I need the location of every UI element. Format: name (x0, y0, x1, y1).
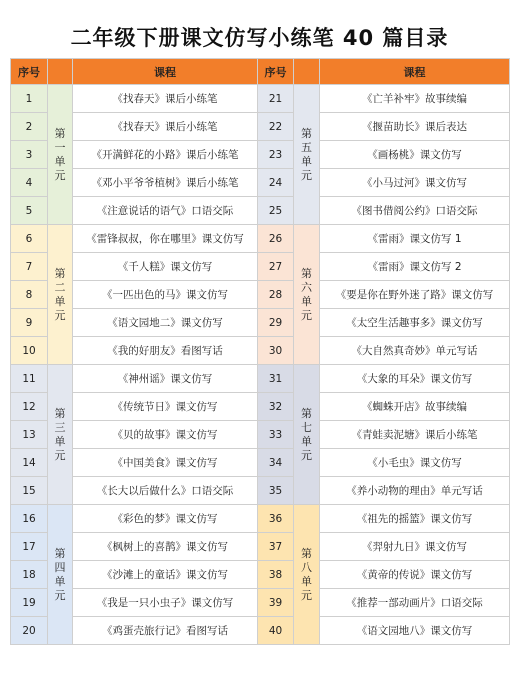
table-row (11, 253, 510, 281)
unit-label: 第 一 单 元 (48, 85, 73, 225)
table-row (11, 393, 510, 421)
seq-number: 23 (258, 141, 294, 169)
seq-number: 30 (258, 337, 294, 365)
course-title: 《揠苗助长》课后表达 (320, 113, 510, 141)
header-row (11, 59, 510, 85)
unit-label: 第 六 单 元 (294, 225, 320, 365)
course-title: 《雷雨》课文仿写 1 (320, 225, 510, 253)
seq-number: 31 (258, 365, 294, 393)
seq-number: 14 (11, 449, 48, 477)
table-row (11, 477, 510, 505)
table-row (11, 505, 510, 533)
seq-number: 22 (258, 113, 294, 141)
table-row (11, 141, 510, 169)
table-row (11, 337, 510, 365)
course-title: 《图书借阅公约》口语交际 (320, 197, 510, 225)
table-body (11, 85, 510, 645)
course-title: 《亡羊补牢》故事续编 (320, 85, 510, 113)
course-title: 《我是一只小虫子》课文仿写 (73, 589, 258, 617)
course-title: 《我的好朋友》看图写话 (73, 337, 258, 365)
course-title: 《贝的故事》课文仿写 (73, 421, 258, 449)
seq-number: 19 (11, 589, 48, 617)
seq-number: 38 (258, 561, 294, 589)
table-row (11, 561, 510, 589)
seq-number: 8 (11, 281, 48, 309)
table-row (11, 449, 510, 477)
course-title: 《太空生活趣事多》课文仿写 (320, 309, 510, 337)
course-title: 《中国美食》课文仿写 (73, 449, 258, 477)
seq-number: 20 (11, 617, 48, 645)
header-course-right: 课程 (320, 59, 510, 85)
table-row (11, 309, 510, 337)
header-course-left: 课程 (73, 59, 258, 85)
table-row (11, 617, 510, 645)
course-title: 《长大以后做什么》口语交际 (73, 477, 258, 505)
table-row (11, 225, 510, 253)
seq-number: 10 (11, 337, 48, 365)
course-title: 《祖先的摇篮》课文仿写 (320, 505, 510, 533)
seq-number: 36 (258, 505, 294, 533)
course-title: 《沙滩上的童话》课文仿写 (73, 561, 258, 589)
seq-number: 4 (11, 169, 48, 197)
header-unit-left (48, 59, 73, 85)
unit-label: 第 五 单 元 (294, 85, 320, 225)
seq-number: 16 (11, 505, 48, 533)
seq-number: 21 (258, 85, 294, 113)
seq-number: 29 (258, 309, 294, 337)
header-seq-left: 序号 (11, 59, 48, 85)
course-title: 《羿射九日》课文仿写 (320, 533, 510, 561)
seq-number: 32 (258, 393, 294, 421)
seq-number: 33 (258, 421, 294, 449)
table-row (11, 197, 510, 225)
seq-number: 5 (11, 197, 48, 225)
seq-number: 28 (258, 281, 294, 309)
table-row (11, 169, 510, 197)
seq-number: 35 (258, 477, 294, 505)
seq-number: 12 (11, 393, 48, 421)
unit-label: 第 二 单 元 (48, 225, 73, 365)
course-title: 《找春天》课后小练笔 (73, 113, 258, 141)
seq-number: 26 (258, 225, 294, 253)
course-title: 《雷锋叔叔，你在哪里》课文仿写 (73, 225, 258, 253)
course-title: 《一匹出色的马》课文仿写 (73, 281, 258, 309)
header-seq-right: 序号 (258, 59, 294, 85)
seq-number: 2 (11, 113, 48, 141)
course-title: 《大象的耳朵》课文仿写 (320, 365, 510, 393)
course-title: 《鸡蛋壳旅行记》看图写话 (73, 617, 258, 645)
seq-number: 18 (11, 561, 48, 589)
seq-number: 24 (258, 169, 294, 197)
course-title: 《找春天》课后小练笔 (73, 85, 258, 113)
seq-number: 34 (258, 449, 294, 477)
course-title: 《枫树上的喜鹊》课文仿写 (73, 533, 258, 561)
table-row (11, 365, 510, 393)
course-title: 《语文园地二》课文仿写 (73, 309, 258, 337)
unit-label: 第 三 单 元 (48, 365, 73, 505)
course-title: 《推荐一部动画片》口语交际 (320, 589, 510, 617)
seq-number: 3 (11, 141, 48, 169)
course-title: 《养小动物的理由》单元写话 (320, 477, 510, 505)
course-title: 《青蛙卖泥塘》课后小练笔 (320, 421, 510, 449)
seq-number: 27 (258, 253, 294, 281)
seq-number: 11 (11, 365, 48, 393)
course-title: 《传统节日》课文仿写 (73, 393, 258, 421)
course-title: 《小马过河》课文仿写 (320, 169, 510, 197)
seq-number: 17 (11, 533, 48, 561)
catalog-table (10, 58, 510, 645)
course-title: 《雷雨》课文仿写 2 (320, 253, 510, 281)
course-title: 《邓小平爷爷植树》课后小练笔 (73, 169, 258, 197)
course-title: 《注意说话的语气》口语交际 (73, 197, 258, 225)
course-title: 《神州谣》课文仿写 (73, 365, 258, 393)
course-title: 《彩色的梦》课文仿写 (73, 505, 258, 533)
table-row (11, 85, 510, 113)
seq-number: 13 (11, 421, 48, 449)
course-title: 《蜘蛛开店》故事续编 (320, 393, 510, 421)
course-title: 《画杨桃》课文仿写 (320, 141, 510, 169)
seq-number: 39 (258, 589, 294, 617)
unit-label: 第 八 单 元 (294, 505, 320, 645)
seq-number: 9 (11, 309, 48, 337)
table-row (11, 589, 510, 617)
seq-number: 15 (11, 477, 48, 505)
course-title: 《开满鲜花的小路》课后小练笔 (73, 141, 258, 169)
seq-number: 37 (258, 533, 294, 561)
course-title: 《语文园地八》课文仿写 (320, 617, 510, 645)
course-title: 《黄帝的传说》课文仿写 (320, 561, 510, 589)
unit-label: 第 七 单 元 (294, 365, 320, 505)
course-title: 《要是你在野外迷了路》课文仿写 (320, 281, 510, 309)
seq-number: 6 (11, 225, 48, 253)
course-title: 《大自然真奇妙》单元写话 (320, 337, 510, 365)
seq-number: 7 (11, 253, 48, 281)
table-row (11, 113, 510, 141)
seq-number: 40 (258, 617, 294, 645)
table-row (11, 533, 510, 561)
course-title: 《千人糕》课文仿写 (73, 253, 258, 281)
table-row (11, 281, 510, 309)
course-title: 《小毛虫》课文仿写 (320, 449, 510, 477)
table-row (11, 421, 510, 449)
seq-number: 25 (258, 197, 294, 225)
unit-label: 第 四 单 元 (48, 505, 73, 645)
page-title: 二年级下册课文仿写小练笔 40 篇目录 (70, 26, 449, 50)
seq-number: 1 (11, 85, 48, 113)
header-unit-right (294, 59, 320, 85)
